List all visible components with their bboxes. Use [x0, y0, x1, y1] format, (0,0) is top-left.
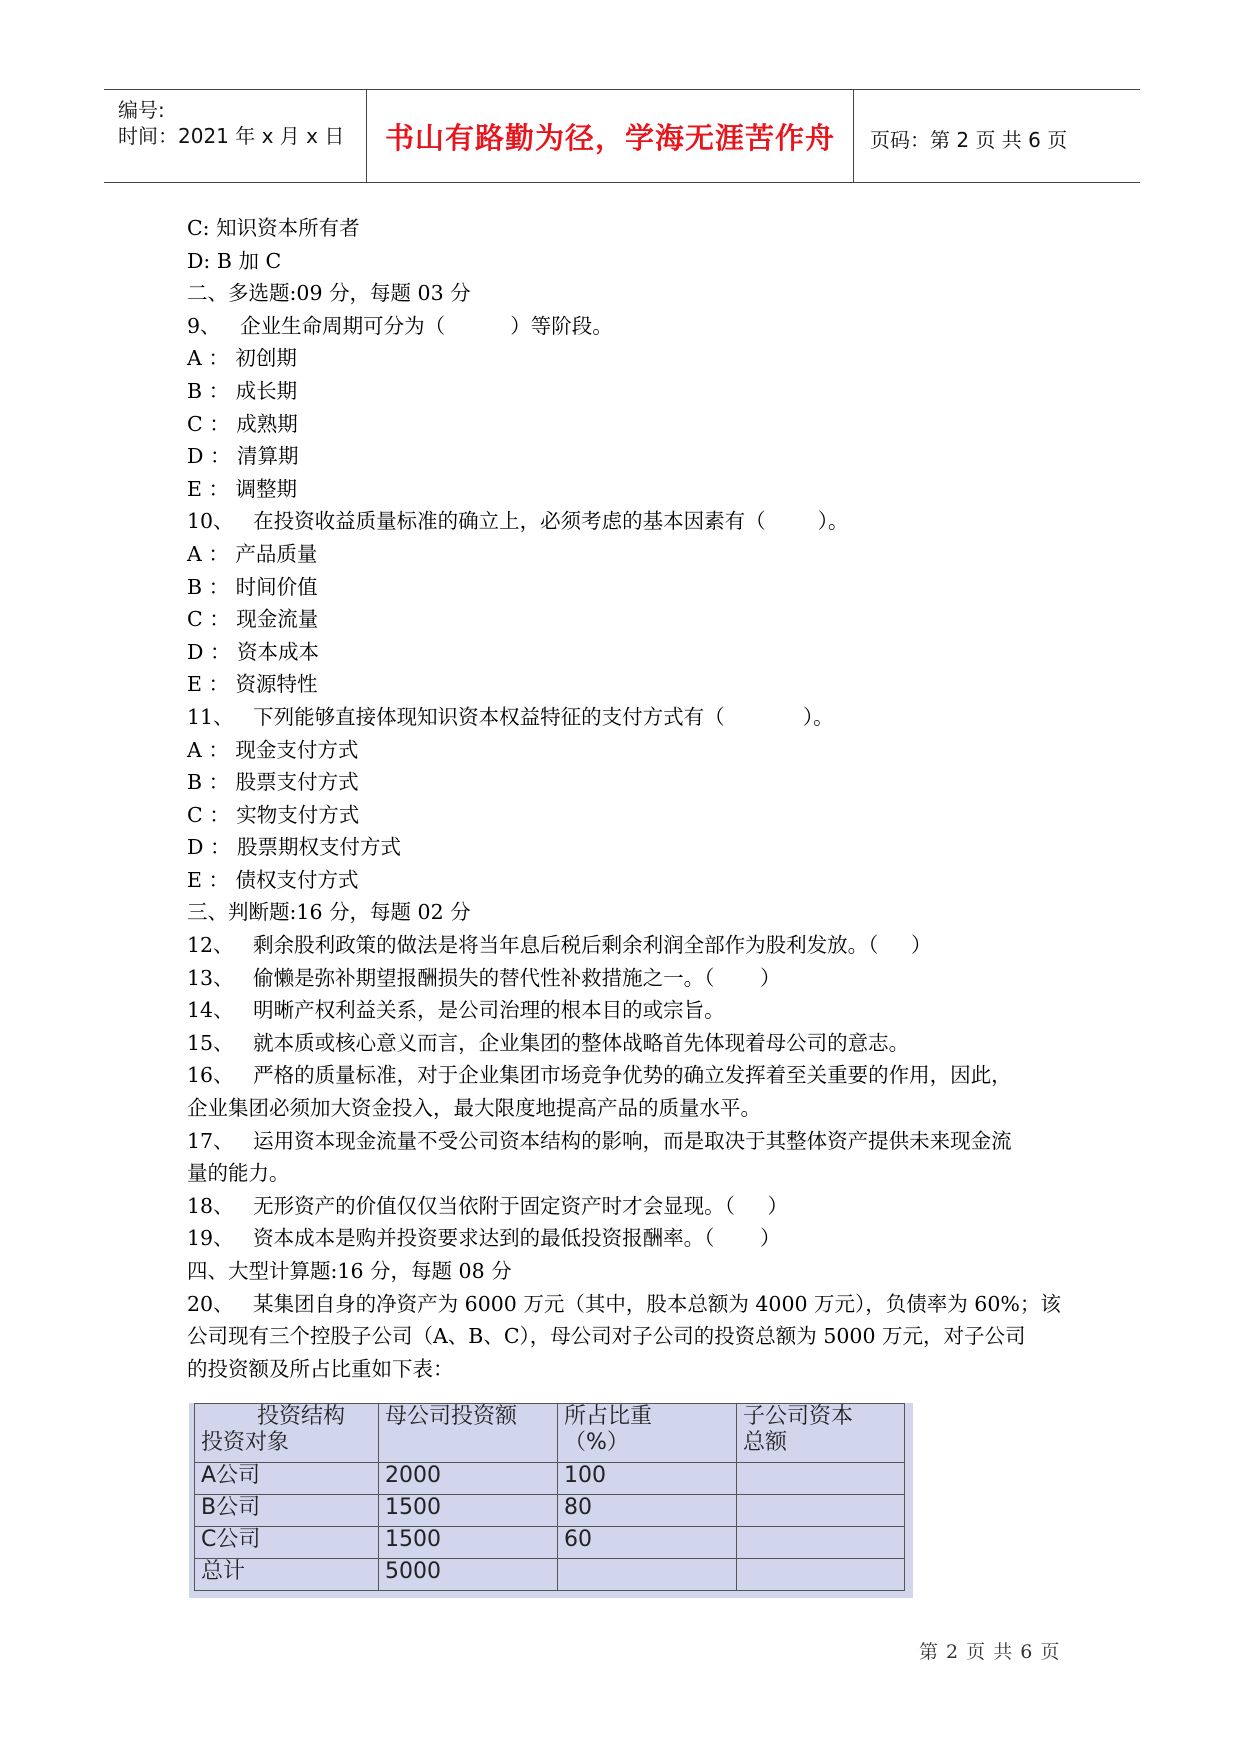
table-row — [195, 1527, 905, 1559]
table-cell: 总计 — [195, 1559, 379, 1591]
document-body — [187, 212, 1067, 1385]
text-line: 企业集团必须加大资金投入，最大限度地提高产品的质量水平。 — [187, 1096, 761, 1121]
text-line: B ： 成长期 — [187, 378, 298, 403]
text-line: B ： 股票支付方式 — [187, 770, 359, 795]
table-cell: 100 — [558, 1463, 737, 1495]
investment-table — [194, 1403, 905, 1591]
text-line: 10、 在投资收益质量标准的确立上，必须考虑的基本因素有（ ）。 — [187, 509, 849, 534]
text-line: 19、 资本成本是购并投资要求达到的最低投资报酬率。（ ） — [187, 1226, 781, 1251]
text-line: 20、 某集团自身的净资产为 6000 万元（其中，股本总额为 4000 万元），负债率为 60%；该 — [187, 1291, 1061, 1316]
investment-table-image — [189, 1398, 913, 1598]
header-motto-cell — [367, 90, 854, 182]
text-line: 14、 明晰产权利益关系，是公司治理的根本目的或宗旨。 — [187, 998, 725, 1023]
text-line: A ： 现金支付方式 — [187, 737, 359, 762]
text-line: 13、 偷懒是弥补期望报酬损失的替代性补救措施之一。（ ） — [187, 965, 781, 990]
text-line: C ： 成熟期 — [187, 411, 298, 436]
text-line: 11、 下列能够直接体现知识资本权益特征的支付方式有（ ）。 — [187, 704, 834, 729]
header-page-cell — [854, 90, 1140, 182]
text-line: 9、 企业生命周期可分为（ ）等阶段。 — [187, 313, 613, 338]
header-meta-cell — [104, 90, 367, 182]
page-code: 页码：第 2 页 共 6 页 — [870, 128, 1068, 152]
text-line: A ： 初创期 — [187, 346, 297, 371]
text-line: E ： 债权支付方式 — [187, 867, 359, 892]
text-line: 12、 剩余股利政策的做法是将当年息后税后剩余利润全部作为股利发放。（ ） — [187, 933, 932, 958]
text-line: C: 知识资本所有者 — [187, 216, 360, 240]
motto: 书山有路勤为径，学海无涯苦作舟 — [384, 121, 835, 155]
table-cell — [737, 1495, 905, 1527]
text-line: E ： 资源特性 — [187, 672, 318, 697]
table-header-text: 母公司投资额 — [385, 1404, 518, 1429]
table-row — [195, 1495, 905, 1527]
table-header-cell — [737, 1404, 905, 1463]
text-line: D ： 资本成本 — [187, 639, 319, 664]
table-header-cell — [558, 1404, 737, 1463]
text-line: C ： 现金流量 — [187, 607, 319, 632]
page-header — [104, 89, 1140, 183]
text-line: 16、 严格的质量标准，对于企业集团市场竞争优势的确立发挥着至关重要的作用，因此， — [187, 1063, 1012, 1088]
table-row — [195, 1463, 905, 1495]
table-cell: 1500 — [379, 1527, 558, 1559]
text-line: C ： 实物支付方式 — [187, 802, 360, 827]
table-cell: 5000 — [379, 1559, 558, 1591]
text-line: D: B 加 C — [187, 248, 282, 273]
text-line: 量的能力。 — [187, 1161, 290, 1186]
text-line: B ： 时间价值 — [187, 574, 318, 599]
table-cell — [558, 1559, 737, 1591]
text-line: 的投资额及所占比重如下表： — [187, 1356, 454, 1381]
text-line: 15、 就本质或核心意义而言，企业集团的整体战略首先体现着母公司的意志。 — [187, 1030, 910, 1055]
table-header-cell — [379, 1404, 558, 1463]
text-line: 公司现有三个控股子公司（A、B、C），母公司对子公司的投资总额为 5000 万元，对子公司 — [187, 1324, 1026, 1349]
table-cell: 2000 — [379, 1463, 558, 1495]
table-cell: C公司 — [195, 1527, 379, 1559]
text-line: E ： 调整期 — [187, 476, 297, 501]
table-cell: B公司 — [195, 1495, 379, 1527]
table-header-text: 所占比重 — [564, 1404, 653, 1429]
table-row — [195, 1559, 905, 1591]
serial-label: 编号: — [118, 98, 165, 122]
text-line: 18、 无形资产的价值仅仅当依附于固定资产时才会显现。（ ） — [187, 1193, 788, 1218]
table-cell: 60 — [558, 1527, 737, 1559]
table-cell: 1500 — [379, 1495, 558, 1527]
table-header-text: 总额 — [743, 1430, 788, 1455]
page-footer: 第 2 页 共 6 页 — [919, 1641, 1061, 1663]
table-header-text: 投资对象 — [201, 1430, 290, 1455]
text-line: 二、多选题:09 分，每题 03 分 — [187, 281, 471, 306]
table-cell — [737, 1559, 905, 1591]
table-header-text: 投资结构 — [257, 1404, 346, 1429]
table-cell — [737, 1463, 905, 1495]
table-header-cell — [195, 1404, 379, 1463]
text-line: A ： 产品质量 — [187, 541, 318, 566]
text-line: D ： 清算期 — [187, 444, 299, 469]
table-cell: A公司 — [195, 1463, 379, 1495]
text-line: 三、判断题:16 分，每题 02 分 — [187, 900, 471, 925]
table-header-text: （%） — [564, 1430, 629, 1455]
table-cell — [737, 1527, 905, 1559]
table-cell: 80 — [558, 1495, 737, 1527]
text-line: 四、大型计算题:16 分，每题 08 分 — [187, 1259, 512, 1283]
table-header-text: 子公司资本 — [743, 1404, 854, 1429]
time-label: 时间：2021 年 x 月 x 日 — [118, 124, 345, 148]
text-line: 17、 运用资本现金流量不受公司资本结构的影响，而是取决于其整体资产提供未来现金流 — [187, 1128, 1012, 1153]
table-header-row — [195, 1404, 905, 1463]
text-line: D ： 股票期权支付方式 — [187, 835, 401, 860]
